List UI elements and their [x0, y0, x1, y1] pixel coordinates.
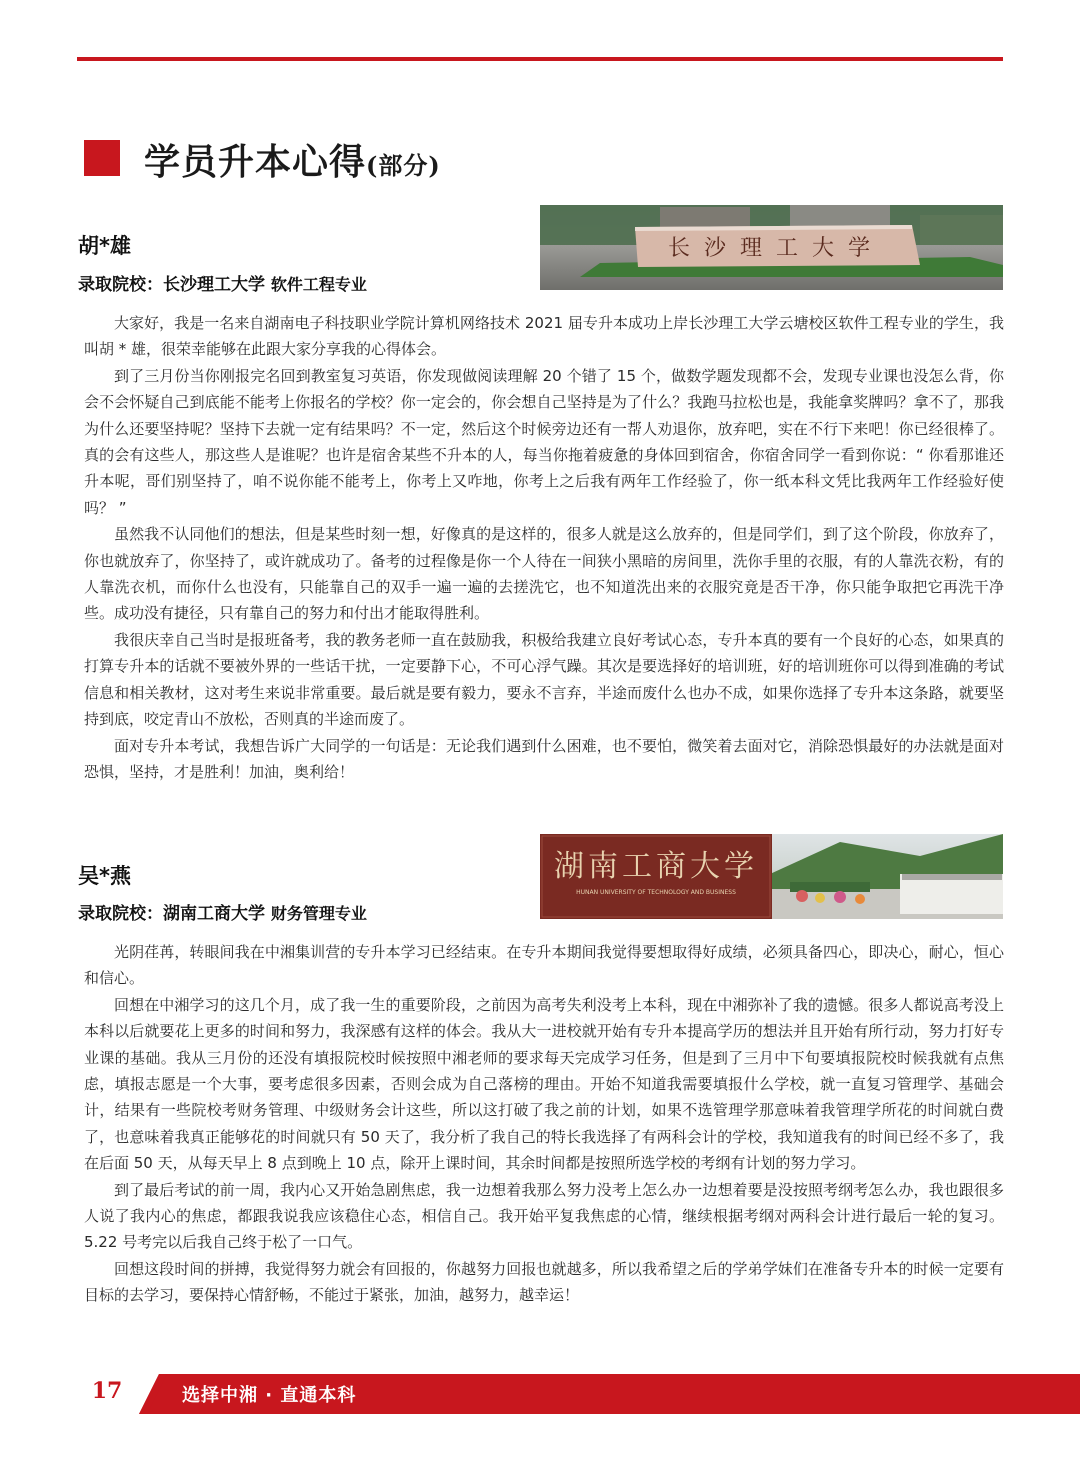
article-paragraph: 我很庆幸自己当时是报班备考，我的教务老师一直在鼓励我，积极给我建立良好考试心态，专升本真的要有一个良好的心态，如果真的打算专升本的话就不要被外界的一些话干扰，一定要静下心，不可心浮气躁。其次是要选择好的培训班，好的培训班你可以得到准确的考试信息和相关教材，这对考生来说非常重要。最后就是要有毅力，要永不言弃，半途而废什么也办不成，如果你选择了专升本这条路，就要坚持到底，咬定青山不放松，否则真的半途而废了。	[84, 630, 1004, 729]
page-title-main: 学员升本心得	[144, 141, 367, 183]
article-paragraph: 面对专升本考试，我想告诉广大同学的一句话是：无论我们遇到什么困难，也不要怕，微笑着去面对它，消除恐惧最好的办法就是面对恐惧，坚持，才是胜利！加油，奥利给！	[84, 736, 1004, 781]
admission-school: 湖南工商大学	[163, 904, 265, 924]
student-article	[84, 310, 1004, 785]
campus-photo-image	[540, 834, 1003, 919]
section-marker-square	[84, 140, 120, 176]
page-number: 17	[91, 1378, 123, 1404]
top-divider	[77, 57, 1003, 61]
campus-sign-text: 湖南工商大学	[554, 849, 758, 884]
page-title-sub: (部分)	[366, 151, 441, 180]
article-paragraph: 虽然我不认同他们的想法，但是某些时刻一想，好像真的是这样的，很多人就是这么放弃的，但是同学们，到了这个阶段，你放弃了，你也就放弃了，你坚持了，或许就成功了。备考的过程像是你一个人待在一间狭小黑暗的房间里，洗你手里的衣服，有的人靠洗衣粉，有的人靠洗衣机，而你什么也没有，只能靠自己的双手一遍一遍的去搓洗它，也不知道洗出来的衣服究竟是否干净，你只能争取把它再洗干净些。成功没有捷径，只有靠自己的努力和付出才能取得胜利。	[84, 525, 1004, 623]
article-paragraph: 到了最后考试的前一周，我内心又开始急剧焦虑，我一边想着我那么努力没考上怎么办一边想着要是没按照考纲考怎么办，我也跟很多人说了我内心的焦虑，都跟我说我应该稳住心态，相信自己。我开始平复我焦虑的心情，继续根据考纲对两科会计进行最后一轮的复习。5.22 号考完以后我自己终于松了一口气。	[84, 1180, 1004, 1252]
article-paragraph: 大家好，我是一名来自湖南电子科技职业学院计算机网络技术 2021 届专升本成功上岸长沙理工大学云塘校区软件工程专业的学生，我叫胡 * 雄，很荣幸能够在此跟大家分享我的心得体会。	[84, 314, 1004, 359]
campus-sign-text: 长沙理工大学	[667, 236, 885, 261]
article-paragraph: 光阴荏苒，转眼间我在中湘集训营的专升本学习已经结束。在专升本期间我觉得要想取得好成绩，必须具备四心，即决心，耐心，恒心和信心。	[84, 943, 1004, 988]
article-paragraph: 回想在中湘学习的这几个月，成了我一生的重要阶段，之前因为高考失利没考上本科，现在中湘弥补了我的遗憾。很多人都说高考没上本科以后就要花上更多的时间和努力，我深感有这样的体会。我从大一进校就开始有专升本提高学历的想法并且开始有所行动，努力打好专业课的基础。我从三月份的还没有填报院校时候按照中湘老师的要求每天完成学习任务，但是到了三月中下旬要填报院校时候我就有点焦虑，填报志愿是一个大事，要考虑很多因素，否则会成为自己落榜的理由。开始不知道我需要填报什么学校，就一直复习管理学、基础会计，结果有一些院校考财务管理、中级财务会计这些，所以这打破了我之前的计划，如果不选管理学那意味着我管理学所花的时间就白费了，也意味着我真正能够花的时间就只有 50 天了，我分析了我自己的特长我选择了有两科会计的学校，我知道我有的时间已经不多了，我在后面 50 天，从每天早上 8 点到晚上 10 点，除开上课时间，其余时间都是按照所选学校的考纲有计划的努力学习。	[84, 995, 1004, 1173]
campus-photo	[540, 205, 1003, 290]
admission-label: 录取院校：	[78, 904, 163, 924]
campus-photo-image	[540, 205, 1003, 290]
admission-major: 财务管理专业	[270, 904, 367, 923]
admission-label: 录取院校：	[78, 275, 163, 295]
admission-major: 软件工程专业	[270, 275, 367, 294]
article-paragraph: 到了三月份当你刚报完名回到教室复习英语，你发现做阅读理解 20 个错了 15 个，做数学题发现都不会，发现专业课也没怎么背，你会不会怀疑自己到底能不能考上你报名的学校？你一定会的，你会想自己坚持是为了什么？我跑马拉松也是，我能拿奖牌吗？拿不了，那我为什么还要坚持呢？坚持下去就一定有结果吗？不一定，然后这个时候旁边还有一帮人劝退你，放弃吧，实在不行下来吧！你已经很棒了。真的会有这些人，那这些人是谁呢？也许是宿舍某些不升本的人，每当你拖着疲惫的身体回到宿舍，你宿舍同学一看到你说：“ 你看那谁还升本呢，哥们别坚持了，咱不说你能不能考上，你考上又咋地，你考上之后我有两年工作经验了，你一纸本科文凭比我两年工作经验好使吗？ ”	[84, 366, 1004, 517]
admission-line	[78, 270, 367, 295]
campus-sign-subtext: HUNAN UNIVERSITY OF TECHNOLOGY AND BUSINESS	[576, 889, 736, 896]
admission-school: 长沙理工大学	[163, 275, 265, 295]
admission-line	[78, 899, 367, 924]
campus-photo	[540, 834, 1003, 919]
student-article	[84, 939, 1004, 1309]
page-title	[144, 134, 441, 185]
student-name: 胡*雄	[78, 234, 131, 258]
student-name: 吴*燕	[78, 864, 131, 888]
article-paragraph: 回想这段时间的拼搏，我觉得努力就会有回报的，你越努力回报也就越多，所以我希望之后的学弟学妹们在准备专升本的时候一定要有目标的去学习，要保持心情舒畅，不能过于紧张，加油，越努力，越幸运！	[84, 1259, 1004, 1305]
footer-slogan: 选择中湘 · 直通本科	[182, 1385, 357, 1406]
